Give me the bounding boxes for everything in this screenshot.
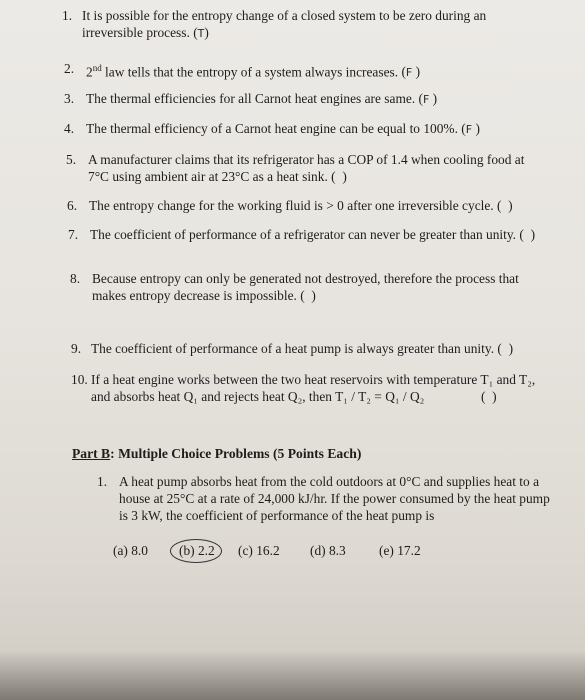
answer-blank: ( ) — [519, 227, 536, 242]
question-text-line: A manufacturer claims that its refrigerator has a COP of 1.4 when cooling food at — [88, 152, 525, 167]
answer-blank: (F ) — [418, 91, 438, 106]
question-text-line: 7°C using ambient air at 23°C as a heat sink. — [88, 169, 328, 184]
question-2 — [64, 60, 564, 81]
question-text-line: makes entropy decrease is impossible. — [92, 288, 297, 303]
option-d[interactable]: (d) 8.3 — [310, 543, 346, 558]
answer-blank: ( ) — [497, 341, 514, 356]
question-text-line: law tells that the entropy of a system always increases. — [101, 64, 399, 80]
question-text-line: The entropy change for the working fluid is > 0 after one irreversible cycle. — [89, 198, 494, 213]
answer-mark: F — [405, 66, 413, 80]
question-number: 4. — [64, 121, 75, 136]
question-text-line: The coefficient of performance of a refrigerator can never be greater than unity. — [90, 227, 517, 242]
question-text-line: It is possible for the entropy change of a closed system to be zero during an — [82, 8, 487, 23]
answer-blank: ( ) — [300, 288, 316, 303]
question-text-line: The thermal efficiencies for all Carnot heat engines are same. — [86, 91, 416, 106]
question-text-line: Because entropy can only be generated not destroyed, therefore the process that — [92, 271, 519, 286]
question-1 — [62, 7, 562, 42]
answer-blank: (T) — [193, 25, 209, 40]
question-number: 1. — [97, 474, 108, 489]
option-e[interactable]: (e) 17.2 — [379, 543, 421, 558]
question-text-line: If a heat engine works between the two heat reservoirs with temperature T₁ and T₂, — [91, 372, 536, 387]
question-number: 7. — [68, 227, 79, 242]
part-b-title: : Multiple Choice Problems (5 Points Each) — [110, 446, 362, 461]
question-number: 5. — [66, 152, 77, 167]
question-number: 1. — [62, 8, 73, 23]
question-text-line: house at 25°C at a rate of 24,000 kJ/hr. If the power consumed by the heat pump — [119, 491, 550, 506]
question-number: 6. — [67, 198, 78, 213]
question-number: 2. — [64, 61, 75, 76]
question-3 — [64, 90, 564, 108]
section-heading-part-b — [72, 446, 361, 462]
question-number: 3. — [64, 91, 75, 106]
question-text-line: irreversible process. — [82, 25, 190, 40]
answer-mark: T — [197, 27, 205, 40]
answer-blank: ( ) — [481, 389, 497, 404]
mc-question-1 — [97, 473, 567, 524]
option-a[interactable]: (a) 8.0 — [113, 543, 148, 558]
question-7 — [68, 226, 573, 244]
question-6 — [67, 197, 567, 215]
answer-blank: (F ) — [461, 121, 480, 136]
question-text-line: The thermal efficiency of a Carnot heat engine can be equal to 100%. — [86, 121, 458, 136]
option-b[interactable]: (b) 2.2 — [179, 543, 215, 558]
question-text-start: 2 — [86, 64, 93, 80]
ordinal-suffix: nd — [92, 63, 102, 73]
answer-blank: (F ) — [401, 64, 421, 80]
question-10 — [71, 371, 571, 405]
answer-blank: ( ) — [497, 198, 513, 213]
question-number: 10. — [71, 372, 88, 387]
question-8 — [70, 270, 570, 305]
question-text-line: A heat pump absorbs heat from the cold outdoors at 0°C and supplies heat to a — [119, 474, 540, 489]
question-number: 9. — [71, 341, 82, 356]
question-4 — [64, 120, 564, 138]
question-number: 8. — [70, 271, 81, 286]
page-bottom-shadow — [0, 650, 585, 700]
mc-options — [113, 543, 473, 563]
answer-mark: F — [423, 93, 430, 106]
answer-blank: ( ) — [331, 169, 347, 184]
question-9 — [71, 340, 571, 358]
question-text-line: The coefficient of performance of a heat pump is always greater than unity. — [91, 341, 495, 356]
question-text-line: is 3 kW, the coefficient of performance of the heat pump is — [119, 508, 435, 523]
question-5 — [66, 151, 566, 186]
part-b-label: Part B — [72, 446, 111, 461]
answer-mark: F — [465, 123, 473, 136]
question-text-line: and absorbs heat Q₁ and rejects heat Q₂, then T₁ / T₂ = Q₁ / Q₂ — [91, 389, 425, 404]
option-c[interactable]: (c) 16.2 — [238, 543, 280, 558]
